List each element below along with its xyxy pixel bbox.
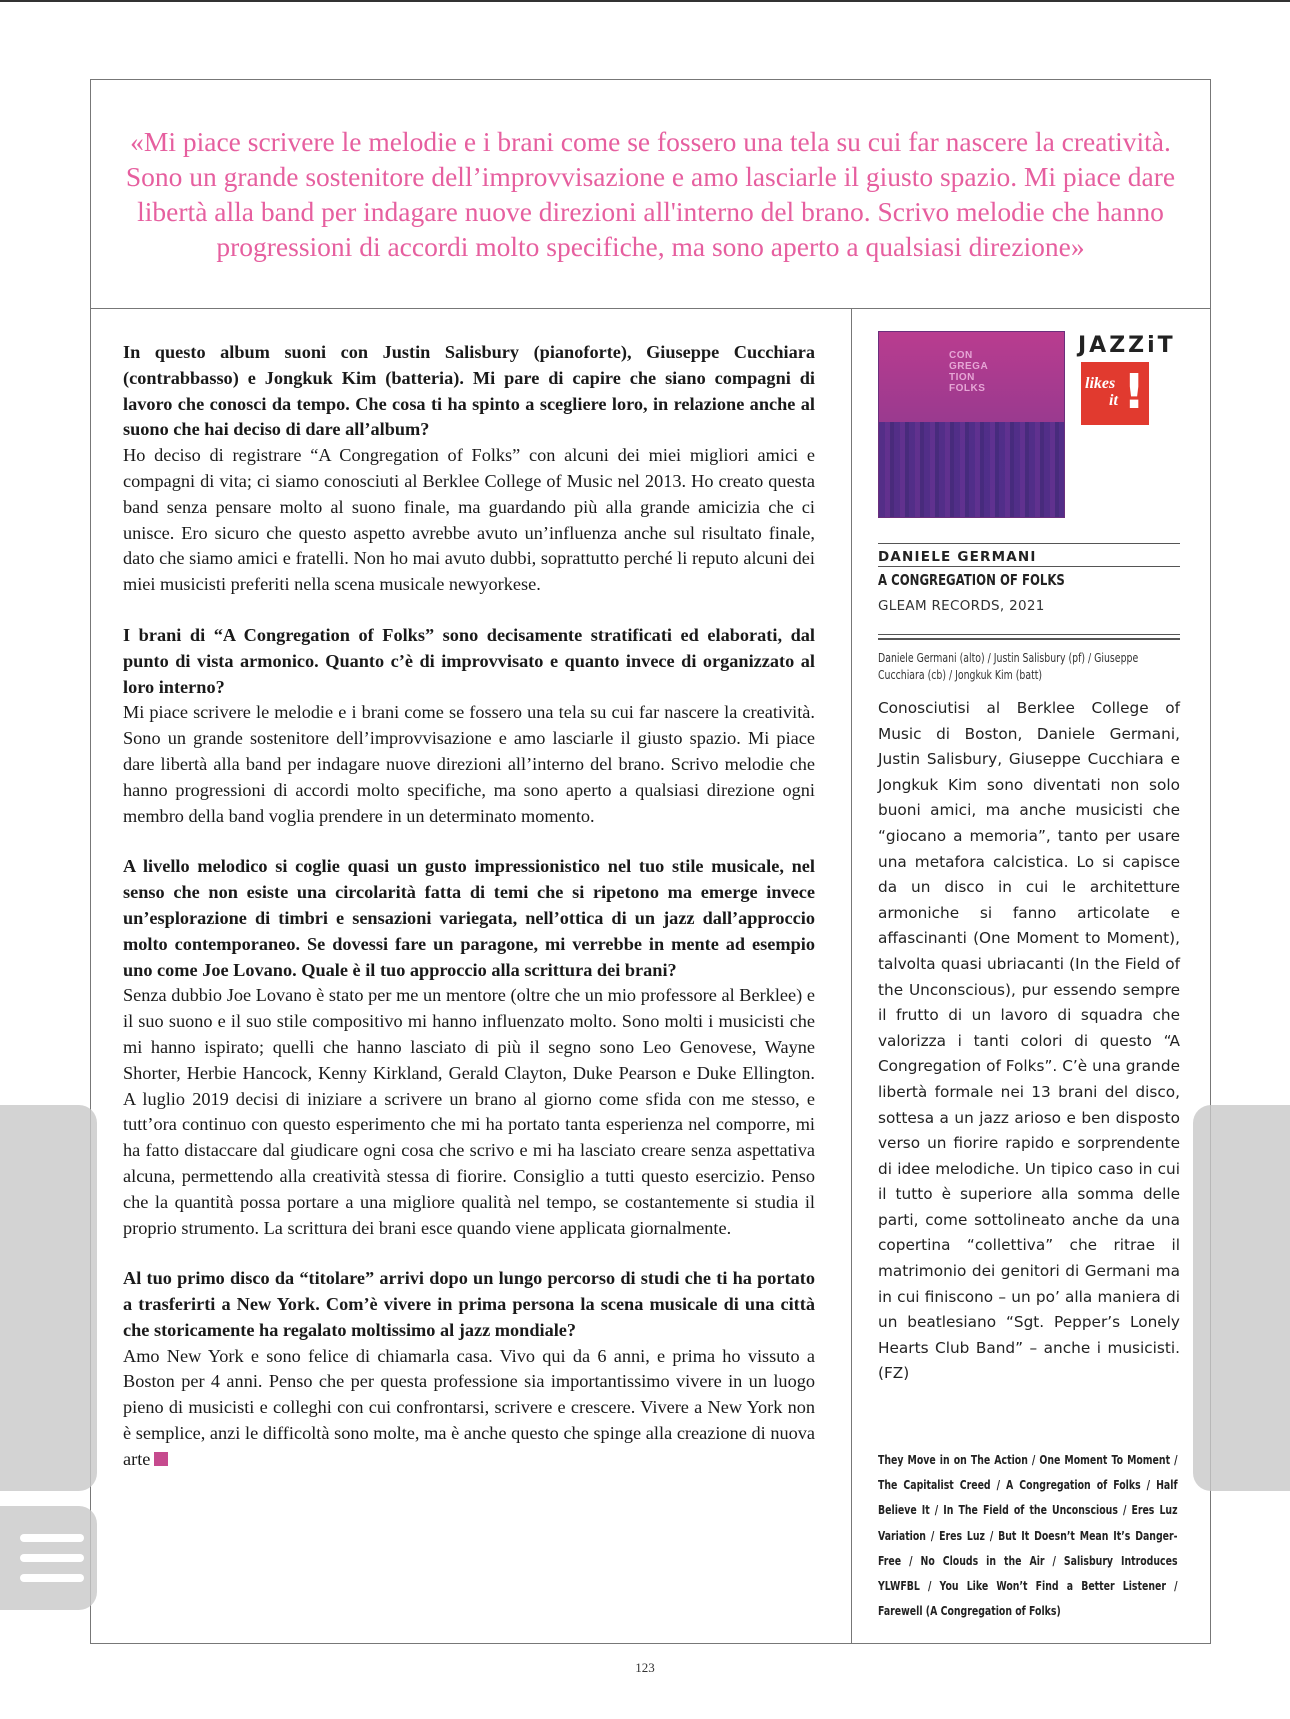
badge-exclamation: !: [1123, 364, 1145, 420]
answer-3: Senza dubbio Joe Lovano è stato per me un mentore (oltre che un mio professore al Berklee) e il suo suono e il suo stile compositivo mi hanno influenzato molto. Sono molti i musicisti che mi hanno ispirato; quelli che hanno lasciato di più il segno sono Leo Genovese, Wayne Shorter, Herbie Hancock, Kenny Kirkland, Gerald Clayton, Duke Pearson e Duke Ellington. A luglio 2019 decisi di iniziare a scrivere un brano al giorno come sfida con me stesso, e tutt’ora continuo con questo esperimento che mi ha portato tanta esperienza nel comporre, mi ha fatto distaccare dal giudicare ogni cosa che scrivo e mi ha lasciato creare senza aspettativa alcuna, permettendo alla creatività stessa di fiorire. Consiglio a tutti questo esercizio. Penso che la quantità possa portare a una migliore qualità nel tempo, se costantemente si studia il proprio strumento. La scrittura dei brani esce quando viene applicata giornalmente.: [123, 985, 815, 1238]
top-rule: [0, 0, 1290, 2]
album-cover: [878, 331, 1065, 518]
menu-button[interactable]: [0, 1506, 97, 1610]
question-3: A livello melodico si coglie quasi un gusto impressionistico nel tuo stile musicale, nel senso che non esiste una circolarità fatta di temi che si ripetono ma emerge invece un’esplorazione di timbri e sensazioni variegata, nell’ottica di un jazz dall’approccio molto contemporaneo. Se dovessi fare un paragone, mi verrebbe in mente ad esempio uno come Joe Lovano. Quale è il tuo approccio alla scrittura dei brani?: [123, 856, 815, 980]
sidebar-rule-mid-1: [878, 634, 1180, 635]
sidebar-rule-artist: [878, 566, 1180, 567]
page-number: 123: [635, 1660, 655, 1675]
end-of-article-icon: [154, 1452, 168, 1466]
interview-column: [123, 340, 815, 1473]
jazzit-likes-it-badge: [1081, 362, 1149, 425]
sidebar-rule-top: [878, 543, 1180, 544]
record-label: GLEAM RECORDS, 2021: [878, 598, 1045, 614]
album-lineup: Daniele Germani (alto) / Justin Salisbury (pf) / Giuseppe Cucchiara (cb) / Jongkuk Kim (batt): [878, 651, 1139, 682]
pull-quote-box: [90, 79, 1211, 309]
jazzit-logo: JAZZiT: [1078, 333, 1176, 358]
question-2: I brani di “A Congregation of Folks” sono decisamente stratificati ed elaborati, dal punto di vista armonico. Quanto c’è di improvvisato e quanto invece di organizzato al loro interno?: [123, 624, 815, 697]
album-title: A CONGREGATION OF FOLKS: [878, 571, 1065, 589]
sidebar-rule-mid-2: [878, 638, 1180, 640]
answer-2: Mi piace scrivere le melodie e i brani come se fossero una tela su cui far nascere la creatività. Sono un grande sostenitore dell’improvvisazione e amo lasciarle il giusto spazio. Mi piace dare libertà alla band per indagare nuove direzioni all’interno del brano. Scrivo melodie che hanno progressioni di accordi molto specifiche, ma sono aperto a qualsiasi direzione ogni membro della band voglia prendere in un determinato momento.: [123, 702, 815, 826]
album-tracklist: They Move in on The Action / One Moment To Moment / The Capitalist Creed / A Congregation of Folks / Half Believe It / In The Field of the Unconscious / Eres Luz Variation / Eres Luz / But It Doesn’t Mean It’s Danger-Free / No Clouds in the Air / Salisbury Introduces YLWFBL / You Like Won’t Find a Better Listener / Farewell (A Congregation of Folks): [878, 1453, 1178, 1619]
previous-page-tab[interactable]: [0, 1105, 97, 1491]
menu-icon-bar-3: [20, 1574, 84, 1582]
question-4: Al tuo primo disco da “titolare” arrivi dopo un lungo percorso di studi che ti ha portato a trasferirti a New York. Com’è vivere in prima persona la scena musicale di una città che storicamente ha regalato moltissimo al jazz mondiale?: [123, 1268, 815, 1340]
album-review: Conosciutisi al Berklee College of Music di Boston, Daniele Germani, Justin Salisbury, Giuseppe Cucchiara e Jongkuk Kim sono diventati non solo buoni amici, ma anche musicisti che “giocano a memoria”, tanto per usare una metafora calcistica. Lo si capisce da un disco in cui le architetture armoniche si fanno articolate e affascinanti (One Moment to Moment), talvolta quasi ubriacanti (In the Field of the Unconscious), pur essendo sempre il frutto di un lavoro di squadra che valorizza i tanti colori di questo “A Congregation of Folks”. C’è una grande libertà formale nei 13 brani del disco, sottesa a un jazz arioso e ben disposto verso un fiorire rapido e sorprendente di idee melodiche. Un tipico caso in cui il tutto è superiore alla somma delle parti, come sottolineato anche da una copertina “collettiva” che ritrae il matrimonio dei genitori di Germani ma in cui finiscono – un po’ alla maniera di un beatlesiano “Sgt. Pepper’s Lonely Hearts Club Band” – anche i musicisti. (FZ): [878, 699, 1180, 1383]
pull-quote: «Mi piace scrivere le melodie e i brani come se fossero una tela su cui far nascere la creatività. Sono un grande sostenitore dell’improvvisazione e amo lasciarle il giusto spazio. Mi piace dare libertà alla band per indagare nuove direzioni all'interno del brano. Scrivo melodie che hanno progressioni di accordi molto specifiche, ma sono aperto a qualsiasi direzione»: [125, 125, 1176, 262]
cover-title: CON GREGA TION FOLKS: [949, 350, 988, 394]
answer-1: Ho deciso di registrare “A Congregation of Folks” con alcuni dei miei migliori amici e compagni di vita; ci siamo conosciuti al Berklee College of Music nel 2013. Ho creato questa band senza pensare molto al suono finale, ma guardando più alla grande amicizia che ci unisce. Ero sicuro che questo aspetto avrebbe avuto un’influenza anche sul risultato finale, dato che siamo amici e fratelli. Non ho mai avuto dubbi, soprattutto perché li reputo alcuni dei miei musicisti preferiti nella scena musicale newyorkese.: [123, 445, 815, 595]
menu-icon-bar-1: [20, 1534, 84, 1542]
artist-name: DANIELE GERMANI: [878, 549, 1037, 565]
next-page-tab[interactable]: [1193, 1105, 1290, 1491]
answer-4: [123, 1344, 815, 1473]
answer-4-text: Amo New York e sono felice di chiamarla casa. Vivo qui da 6 anni, e prima ho vissuto a Boston per 4 anni. Penso che per questa professione sia importantissimo vivere in un luogo pieno di musicisti e colleghi con cui confrontarsi, scrivere e crescere. Vivere a New York non è semplice, anzi le difficoltà sono molte, ma è anche questo che spinge alla creazione di nuova arte: [123, 1345, 815, 1469]
column-divider: [851, 309, 852, 1644]
question-1: In questo album suoni con Justin Salisbury (pianoforte), Giuseppe Cucchiara (contrabbasso) e Jongkuk Kim (batteria). Mi pare di capire che siano compagni di lavoro che conosci da tempo. Che cosa ti ha spinto a scegliere loro, in relazione anche al suono che hai deciso di dare all’album?: [123, 342, 815, 440]
badge-likes-text: likes: [1085, 375, 1116, 392]
badge-it-text: it: [1109, 392, 1118, 409]
menu-icon-bar-2: [20, 1554, 84, 1562]
